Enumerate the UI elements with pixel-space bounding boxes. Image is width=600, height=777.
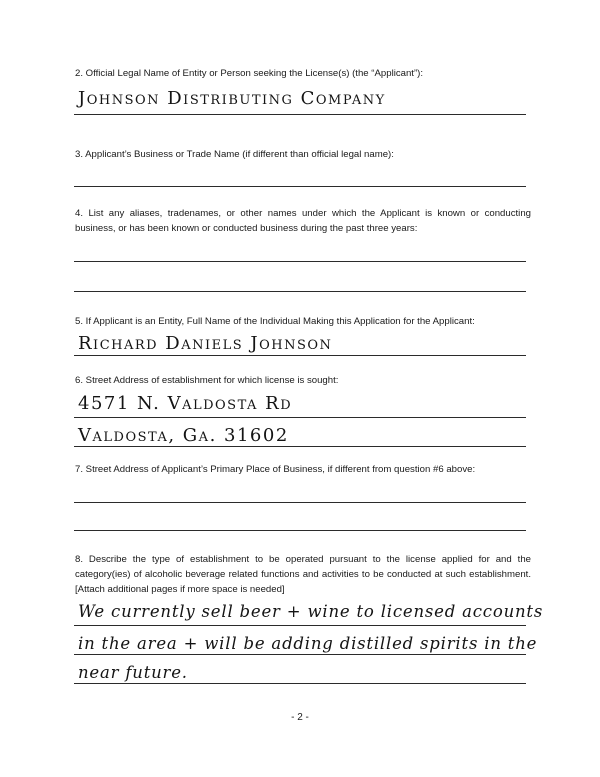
question-6-label: 6. Street Address of establishment for which license is sought: [75, 375, 339, 386]
establishment-address-line-1 [74, 417, 526, 418]
page-number: - 2 - [291, 712, 309, 723]
question-3-label: 3. Applicant’s Business or Trade Name (if different than official legal name): [75, 149, 394, 160]
question-8-label: 8. Describe the type of establishment to be operated pursuant to the license applied for and the category(ies) of alcoholic beverage related functions and activities to be conducted at such establishment. [Attach additional pages if more space is needed] [75, 554, 531, 595]
establishment-address-line2[interactable]: Valdosta, Ga. 31602 [78, 425, 289, 446]
description-line-3 [74, 683, 526, 684]
establishment-address-line-2 [74, 446, 526, 447]
establishment-description-line1[interactable]: We currently sell beer + wine to licensed accounts [78, 602, 544, 621]
description-line-1 [74, 625, 526, 626]
question-5-label: 5. If Applicant is an Entity, Full Name of the Individual Making this Application for the Applicant: [75, 316, 475, 327]
trade-name-line[interactable] [74, 186, 526, 187]
aliases-line-1[interactable] [74, 261, 526, 262]
primary-business-line-2[interactable] [74, 530, 526, 531]
aliases-line-2[interactable] [74, 291, 526, 292]
establishment-address-line1[interactable]: 4571 N. Valdosta Rd [78, 393, 293, 414]
description-line-2 [74, 654, 526, 655]
primary-business-line-1[interactable] [74, 502, 526, 503]
establishment-description-line2[interactable]: in the area + will be adding distilled spirits in the [78, 634, 538, 653]
legal-name-line [74, 114, 526, 115]
establishment-description-line3[interactable]: near future. [78, 663, 188, 682]
question-7-label: 7. Street Address of Applicant’s Primary Place of Business, if different from question #6 above: [75, 464, 476, 475]
applicant-individual-line [74, 355, 526, 356]
question-2-label: 2. Official Legal Name of Entity or Person seeking the License(s) (the “Applicant”): [75, 68, 424, 79]
applicant-individual-answer[interactable]: Richard Daniels Johnson [78, 333, 333, 354]
legal-name-answer[interactable]: Johnson Distributing Company [78, 88, 386, 109]
question-4-label: 4. List any aliases, tradenames, or other names under which the Applicant is known or conducting business, or has been known or conducted business during the past three years: [75, 208, 531, 234]
